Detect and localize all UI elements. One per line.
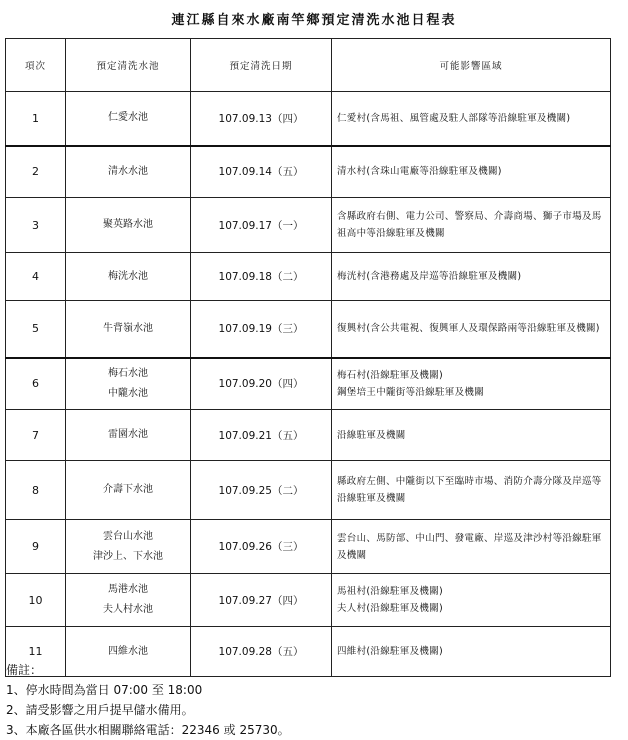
area-cell xyxy=(332,198,611,253)
row-number: 7 xyxy=(6,410,66,461)
table-row xyxy=(6,253,611,301)
note-line-2: 2、請受影響之用戶提早儲水備用。 xyxy=(6,703,194,717)
table-row xyxy=(6,461,611,520)
area-cell xyxy=(332,146,611,198)
table-row xyxy=(6,574,611,627)
row-number: 3 xyxy=(6,198,66,253)
row-number: 8 xyxy=(6,461,66,520)
table-row xyxy=(6,146,611,198)
pool-name: 梅洸水池 xyxy=(108,270,148,282)
area-cell xyxy=(332,253,611,301)
area-text: 雲台山、馬防部、中山門、發電廠、岸巡及津沙村等沿線駐軍及機關 xyxy=(337,532,602,561)
date-cell: 107.09.17（一） xyxy=(191,198,332,253)
area-cell xyxy=(332,627,611,677)
area-text: 鋼堡培王中隴街等沿線駐軍及機關 xyxy=(337,386,485,398)
table-header-row xyxy=(6,39,611,92)
table-row xyxy=(6,410,611,461)
row-number: 4 xyxy=(6,253,66,301)
row-number: 1 xyxy=(6,92,66,146)
date-cell: 107.09.14（五） xyxy=(191,146,332,198)
table-row xyxy=(6,520,611,574)
notes xyxy=(6,660,290,740)
pool-cell xyxy=(66,198,191,253)
date-cell: 107.09.20（四） xyxy=(191,358,332,410)
pool-cell xyxy=(66,461,191,520)
pool-name: 雲台山水池 xyxy=(103,530,153,542)
row-number: 2 xyxy=(6,146,66,198)
table-row xyxy=(6,198,611,253)
notes-label: 備註： xyxy=(6,663,43,677)
pool-name: 梅石水池 xyxy=(108,367,148,379)
pool-name: 四維水池 xyxy=(108,645,148,657)
pool-name: 中隴水池 xyxy=(108,387,148,399)
area-text: 含縣政府右側、電力公司、警察局、介壽商場、獅子市場及馬祖高中等沿線駐軍及機關 xyxy=(337,211,602,239)
date-cell: 107.09.28（五） xyxy=(191,627,332,677)
pool-name: 牛背嶺水池 xyxy=(103,322,153,334)
pool-cell xyxy=(66,410,191,461)
row-number: 6 xyxy=(6,358,66,410)
row-number: 9 xyxy=(6,520,66,574)
pool-cell xyxy=(66,574,191,627)
date-cell: 107.09.21（五） xyxy=(191,410,332,461)
header-pool: 預定清洗水池 xyxy=(66,39,191,92)
date-cell: 107.09.13（四） xyxy=(191,92,332,146)
table-row xyxy=(6,358,611,410)
area-cell xyxy=(332,92,611,146)
pool-cell xyxy=(66,520,191,574)
row-number: 11 xyxy=(6,627,66,677)
area-text: 清水村(含珠山電廠等沿線駐軍及機關) xyxy=(337,166,502,178)
row-number: 10 xyxy=(6,574,66,627)
pool-name: 馬港水池 xyxy=(108,584,148,595)
area-cell xyxy=(332,461,611,520)
pool-cell xyxy=(66,146,191,198)
pool-name: 介壽下水池 xyxy=(103,484,153,495)
area-cell xyxy=(332,358,611,410)
area-text: 復興村(含公共電視、復興軍人及環保路兩等沿線駐軍及機關) xyxy=(337,323,600,335)
date-cell: 107.09.26（三） xyxy=(191,520,332,574)
pool-name: 清水水池 xyxy=(108,165,148,177)
date-cell: 107.09.27（四） xyxy=(191,574,332,627)
area-text: 四維村(沿線駐軍及機關) xyxy=(337,646,444,657)
header-area: 可能影響區域 xyxy=(332,39,611,92)
area-text: 馬祖村(沿線駐軍及機關) xyxy=(337,586,444,597)
area-text: 梅洸村(含港務處及岸巡等沿線駐軍及機關) xyxy=(337,271,522,282)
schedule-table xyxy=(5,38,611,677)
table-row xyxy=(6,92,611,146)
area-cell xyxy=(332,574,611,627)
area-cell xyxy=(332,301,611,358)
area-text: 梅石村(沿線駐軍及機關) xyxy=(337,369,444,381)
area-text: 仁愛村(含馬祖、風管處及駐人部隊等沿線駐軍及機關) xyxy=(337,112,571,124)
pool-cell xyxy=(66,92,191,146)
page-title: 連江縣自來水廠南竿鄉預定清洗水池日程表 xyxy=(171,13,457,28)
area-text: 沿線駐軍及機關 xyxy=(337,429,406,441)
pool-name: 夫人村水池 xyxy=(103,604,153,615)
note-line-1: 1、停水時間為當日 07:00 至 18:00 xyxy=(6,683,203,697)
header-no: 項次 xyxy=(6,39,66,92)
area-text: 縣政府左側、中隴街以下至臨時市場、消防介壽分隊及岸巡等沿線駐軍及機關 xyxy=(337,476,602,504)
pool-cell xyxy=(66,358,191,410)
pool-cell xyxy=(66,253,191,301)
pool-name: 津沙上、下水池 xyxy=(93,550,163,562)
note-line-3: 3、本廠各區供水相關聯絡電話：22346 或 25730。 xyxy=(6,723,290,737)
pool-name: 聚英路水池 xyxy=(103,219,153,230)
row-number: 5 xyxy=(6,301,66,358)
pool-name: 雷園水池 xyxy=(108,429,148,440)
pool-cell xyxy=(66,301,191,358)
date-cell: 107.09.18（二） xyxy=(191,253,332,301)
header-date: 預定清洗日期 xyxy=(191,39,332,92)
area-text: 夫人村(沿線駐軍及機關) xyxy=(337,603,444,614)
area-cell xyxy=(332,410,611,461)
date-cell: 107.09.19（三） xyxy=(191,301,332,358)
date-cell: 107.09.25（二） xyxy=(191,461,332,520)
table-row xyxy=(6,301,611,358)
pool-name: 仁愛水池 xyxy=(108,112,148,124)
area-cell xyxy=(332,520,611,574)
